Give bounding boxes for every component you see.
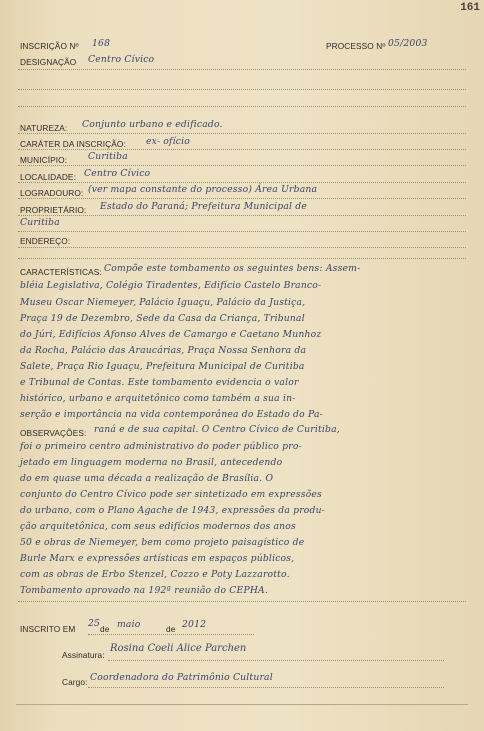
- inscrito-dia: 25: [88, 618, 101, 629]
- rule: [108, 660, 444, 661]
- rule: [18, 258, 466, 259]
- observacoes-line: com as obras de Erbo Stenzel, Cozzo e Poty Lazzarotto.: [20, 569, 290, 580]
- natureza-label: NATUREZA:: [20, 123, 68, 133]
- designacao-value: Centro Cívico: [88, 54, 155, 65]
- caracteristicas-line: da Rocha, Palácio das Araucárias, Praça Nossa Senhora da: [20, 345, 307, 356]
- page-number: 161: [460, 2, 480, 14]
- proprietario-value-continued: Curitiba: [20, 217, 60, 228]
- inscrito-ano: 2012: [182, 619, 207, 630]
- observacoes-line: ção arquitetônica, com seus edifícios modernos dos anos: [20, 521, 296, 532]
- cargo-value: Coordenadora do Patrimônio Cultural: [90, 672, 273, 683]
- observacoes-line: 50 e obras de Niemeyer, bem como projeto paisagístico de: [20, 537, 305, 548]
- carater-label: CARÁTER DA INSCRIÇÃO:: [20, 139, 126, 149]
- caracteristicas-line: bléia Legislativa, Colégio Tiradentes, Edifício Castelo Branco-: [20, 280, 322, 291]
- logradouro-value: (ver mapa constante do processo) Área Urbana: [88, 184, 318, 195]
- processo-value: 05/2003: [388, 38, 428, 49]
- assinatura-signature: Rosina Coeli Alice Parchen: [110, 643, 247, 654]
- inscrito-mes: maio: [117, 619, 141, 630]
- observacoes-line: jetado em linguagem moderna no Brasil, antecedendo: [20, 457, 283, 468]
- localidade-value: Centro Cívico: [84, 168, 151, 179]
- caracteristicas-line: Praça 19 de Dezembro, Sede da Casa da Criança, Tribunal: [20, 313, 305, 324]
- rule: [88, 634, 254, 635]
- rule: [18, 247, 466, 248]
- observacoes-line: foi o primeiro centro administrativo do poder público pro-: [20, 441, 302, 452]
- rule: [18, 231, 466, 232]
- observacoes-line: Tombamento aprovado na 192ª reunião do CEPHA.: [20, 585, 268, 596]
- rule: [18, 601, 466, 602]
- proprietario-value: Estado do Paraná; Prefeitura Municipal de: [100, 201, 307, 212]
- caracteristicas-line: e Tribunal de Contas. Este tombamento evidencia o valor: [20, 377, 299, 388]
- observacoes-label: OBSERVAÇÕES:: [20, 428, 87, 438]
- caracteristicas-line: Museu Oscar Niemeyer, Palácio Iguaçu, Palácio da Justiça,: [20, 297, 306, 308]
- localidade-label: LOCALIDADE:: [20, 172, 76, 182]
- designacao-label: DESIGNAÇÃO: [20, 57, 77, 67]
- caracteristicas-label: CARACTERÍSTICAS:: [20, 267, 102, 277]
- rule: [18, 215, 466, 216]
- inscrito-de-label: de: [166, 624, 176, 634]
- caracteristicas-line: Compõe este tombamento os seguintes bens: Assem-: [104, 263, 361, 274]
- inscrito-de-label: de: [100, 624, 110, 634]
- caracteristicas-line: serção e importância na vida contemporânea do Estado do Pa-: [20, 409, 323, 420]
- inscricao-value: 168: [92, 38, 111, 49]
- endereco-label: ENDEREÇO:: [20, 236, 71, 246]
- rule: [18, 133, 466, 134]
- rule: [18, 165, 466, 166]
- natureza-value: Conjunto urbano e edificado.: [82, 119, 223, 130]
- observacoes-line: Burle Marx e expressões artísticas em espaços públicos,: [20, 553, 295, 564]
- caracteristicas-line: Salete, Praça Rio Iguaçu, Prefeitura Municipal de Curitiba: [20, 361, 305, 372]
- inscrito-em-label: INSCRITO EM: [20, 624, 76, 634]
- caracteristicas-line: do Júri, Edifícios Afonso Alves de Camargo e Caetano Munhoz: [20, 329, 322, 340]
- cargo-label: Cargo:: [62, 677, 88, 687]
- observacoes-line: do em quase uma década a realização de Brasília. O: [20, 473, 274, 484]
- assinatura-label: Assinatura:: [62, 650, 105, 660]
- rule: [88, 687, 444, 688]
- rule: [18, 149, 466, 150]
- rule: [18, 198, 466, 199]
- observacoes-line: raná e de sua capital. O Centro Cívico de Curitiba,: [94, 424, 340, 435]
- rule: [18, 69, 466, 70]
- logradouro-label: LOGRADOURO:: [20, 188, 84, 198]
- rule: [18, 106, 466, 107]
- rule: [18, 182, 466, 183]
- carater-value: ex- ofício: [146, 136, 190, 147]
- inscricao-label: INSCRIÇÃO Nº: [20, 41, 79, 51]
- municipio-label: MUNICÍPIO:: [20, 155, 68, 165]
- processo-label: PROCESSO Nº: [326, 41, 386, 51]
- municipio-value: Curitiba: [88, 151, 128, 162]
- rule: [18, 89, 466, 90]
- proprietario-label: PROPRIETÁRIO:: [20, 205, 87, 215]
- caracteristicas-line: histórico, urbano e arquitetônico como também a sua in-: [20, 393, 296, 404]
- bottom-rule: [16, 704, 468, 705]
- observacoes-line: conjunto do Centro Cívico pode ser sintetizado em expressões: [20, 489, 322, 500]
- observacoes-line: do urbano, com o Plano Agache de 1943, expressões da produ-: [20, 505, 326, 516]
